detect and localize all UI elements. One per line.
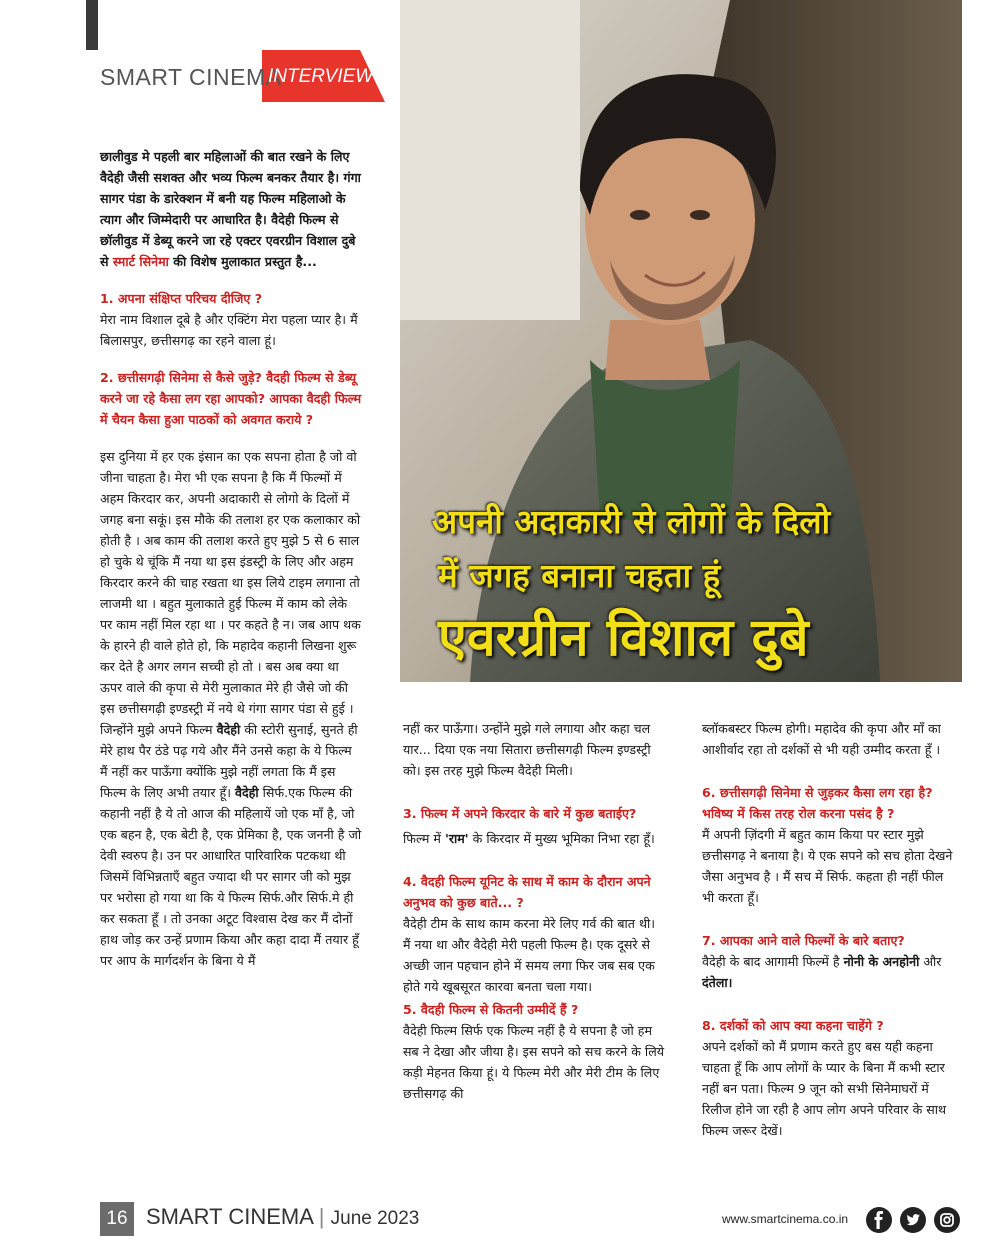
- page-number: 16: [100, 1202, 134, 1236]
- answer-2-continued: नहीं कर पाऊँगा। उन्होंने मुझे गले लगाया और कहा चल यार... दिया एक नया सितारा छत्तीसगढ़ी फिल्म इण्डस्ट्री को। इस तरह मुझे फिल्म वैदेही मिली।: [403, 721, 651, 778]
- upcoming-film-1: नोनी के अनहोनी: [843, 954, 920, 969]
- intro-highlight: स्मार्ट सिनेमा: [112, 254, 169, 269]
- footer-issue: June 2023: [330, 1208, 420, 1229]
- question-2: 2. छत्तीसगढ़ी सिनेमा से कैसे जुड़े? वैदही फिल्म से डेब्यू करने जा रहे कैसा लग रहा आपको? आपका वैदही फिल्म में चैयन कैसा हुआ पाठकों को अवगत कराये ?: [100, 370, 362, 427]
- section-label: INTERVIEW: [268, 66, 374, 87]
- footer-brand-name: SMART CINEMA: [146, 1204, 313, 1229]
- film-title-bold: वैदेही: [234, 785, 259, 800]
- answer-2: [100, 446, 362, 971]
- column-right: [702, 718, 956, 1153]
- question-6: 6. छत्तीसगढ़ी सिनेमा से जुड़कर कैसा लग रहा है? भविष्य में किस तरह रोल करना पसंद है ?: [702, 785, 933, 821]
- answer-5: वैदेही फिल्म सिर्फ एक फिल्म नहीं है ये सपना है जो हम सब ने देखा और जीया है। इस सपने को सच करने के लिये कड़ी मेहनत किया हूं। ये फिल्म मेरी और मेरी टीम के लिए छत्तीसगढ़ की: [403, 1023, 665, 1101]
- answer-2-part1: इस दुनिया में हर एक इंसान का एक सपना होता है जो वो जीना चाहता है। मेरा भी एक सपना है कि मैं फिल्मों में अहम किरदार कर, अपनी अदाकारी से लोगो के दिलों में जगह बना सकूं। इस मौके की तलाश हर एक कलाकार को होती है । अब काम की तलाश करते हुए मुझे 5 से 6 साल हो चुके थे चूंकि मैं नया था इस इंडस्ट्री के लिए और अहम किरदार करने की चाह रखता था इस लिये टाइम लगाना तो लाजमी था । बहुत मुलाकाते हुई फिल्म में काम को लेके पर काम नहीं मिल रहा था । पर कहते है न। जब आप थक के हारने ही वाले होते हो, कि महादेव कहानी लिखना शुरू कर देते है अगर लगन सच्ची हो तो । बस अब क्या था ऊपर वाले की कृपा से मेरी मुलाकात मेरे ही जैसे जो की इस छत्तीसगढ़ी इण्डस्ट्री में नये थे गंगा सागर पंडा से हुई । जिन्होंने मुझे अपने फिल्म: [100, 449, 361, 737]
- intro-text: छालीवुड मे पहली बार महिलाओं की बात रखने के लिए वैदेही जैसी सशक्त और भव्य फिल्म बनकर तैयार है। गंगा सागर पंडा के डारेक्शन में बनी यह फिल्म महिलाओ के त्याग और जिम्मेदारी पर आधारित है। वैदेही फिल्म से छॉलीवुड में डेब्यू करने जा रहे एक्टर एवरग्रीन विशाल दुबे से: [100, 149, 361, 269]
- answer-3: [403, 828, 665, 849]
- twitter-icon[interactable]: [900, 1207, 926, 1233]
- column-left: [100, 146, 362, 983]
- column-middle: [403, 718, 665, 1116]
- role-name: 'राम': [444, 831, 469, 846]
- answer-7: [702, 951, 956, 993]
- question-3: 3. फिल्म में अपने किरदार के बारे में कुछ बताईए?: [403, 806, 637, 821]
- headline-line-1: अपनी अदाकारी से लोगों के दिलो: [432, 502, 831, 541]
- question-7: 7. आपका आने वाले फिल्मों के बारे बताए?: [702, 933, 905, 948]
- instagram-icon[interactable]: [934, 1207, 960, 1233]
- hero-photo: [400, 0, 962, 682]
- answer-4: वैदेही टीम के साथ काम करना मेरे लिए गर्व की बात थी। मैं नया था और वैदेही मेरी पहली फिल्म है। एक दूसरे से अच्छी जान पहचान होने में समय लगा फिर जब सब एक होते गये खूबसूरत कारवा बनता चला गया।: [403, 916, 656, 994]
- intro-paragraph: [100, 146, 362, 272]
- answer-6: मैं अपनी ज़िंदगी में बहुत काम किया पर स्टार मुझे छत्तीसगढ़ ने बनाया है। ये एक सपने को सच होता देखने जैसा अनुभव है । मैं सच में सिर्फ. कहता ही नहीं फील भी करता हूँ।: [702, 827, 953, 905]
- answer-3-post: के किरदार में मुख्य भूमिका निभा रहा हूँ।: [472, 831, 655, 846]
- answer-5-continued: ब्लॉकबस्टर फिल्म होगी। महादेव की कृपा और माँ का आशीर्वाद रहा तो दर्शकों से भी यही उम्मीद करता हूँ ।: [702, 721, 941, 757]
- header-brand: SMART CINEMA: [100, 64, 282, 90]
- answer-7-and: और: [923, 954, 942, 969]
- answer-2-part3: सिर्फ.एक फिल्म की कहानी नहीं है ये तो आज की महिलायें जो एक माँ है, जो एक बहन है, एक बेटी है, एक प्रेमिका है, एक जननी है जो देवी स्वरुप है। उन पर आधारित पारिवारिक पटकथा थी जिसमें विभिन्नताएँ बहुत ज्यादा थी पर सागर जी को मुझ पर भरोसा हो गया था कि ये फिल्म सिर्फ.और सिर्फ.मे ही कर सकता हूँ । तो उनका अटूट विश्वास देख कर मैं दोनों हाथ जोड़ कर उन्हें प्रणाम किया और कहा दादा मैं तयार हूँ पर आप के मार्गदर्शन के बिना ये मैं: [100, 785, 362, 968]
- headline-line-2: में जगह बनाना चहता हूं: [438, 556, 721, 595]
- film-title-bold: वैदेही: [216, 722, 241, 737]
- facebook-icon[interactable]: [866, 1207, 892, 1233]
- question-4: 4. वैदही फिल्म यूनिट के साथ में काम के दौरान अपने अनुभव को कुछ बाते... ?: [403, 874, 651, 910]
- intro-text-end: की विशेष मुलाकात प्रस्तुत है...: [173, 254, 317, 269]
- headline-name: एवरग्रीन विशाल दुबे: [438, 608, 809, 668]
- footer-brand: SMART CINEMA | June 2023: [146, 1204, 420, 1229]
- answer-3-pre: फिल्म में: [403, 831, 441, 846]
- answer-2-part2: की स्टोरी सुनाई, सुनते ही मेरे हाथ पैर ठंडे पढ़ गये और मैंने उनसे कहा के ये फिल्म मैं नहीं कर पाऊँगा क्योंकि मुझे नहीं लगता कि मैं इस फिल्म के लिए अभी तयार हूँ।: [100, 722, 358, 800]
- question-8: 8. दर्शकों को आप क्या कहना चाहेंगे ?: [702, 1018, 884, 1033]
- footer-url[interactable]: www.smartcinema.co.in: [722, 1212, 849, 1226]
- question-1: 1. अपना संक्षिप्त परिचय दीजिए ?: [100, 291, 263, 306]
- upcoming-film-2: दंतेला।: [702, 975, 733, 990]
- answer-8: अपने दर्शकों को मैं प्रणाम करते हुए बस यही कहना चाहता हूँ कि आप लोगों के प्यार के बिना मैं कभी स्टार नहीं बन पता। फिल्म 9 जून को सभी सिनेमाघरों में रिलीज होने जा रही है आप लोग अपने परिवार के साथ फिल्म जरूर देखें।: [702, 1039, 947, 1138]
- question-5: 5. वैदही फिल्म से कितनी उम्मीदें हैं ?: [403, 1002, 579, 1017]
- answer-7-pre: वैदेही के बाद आगामी फिल्में है: [702, 954, 840, 969]
- answer-1: मेरा नाम विशाल दूबे है और एक्टिंग मेरा पहला प्यार है। मैं बिलासपुर, छत्तीसगढ़ का रहने वाला हूं।: [100, 312, 358, 348]
- header-accent-bar: [86, 0, 98, 50]
